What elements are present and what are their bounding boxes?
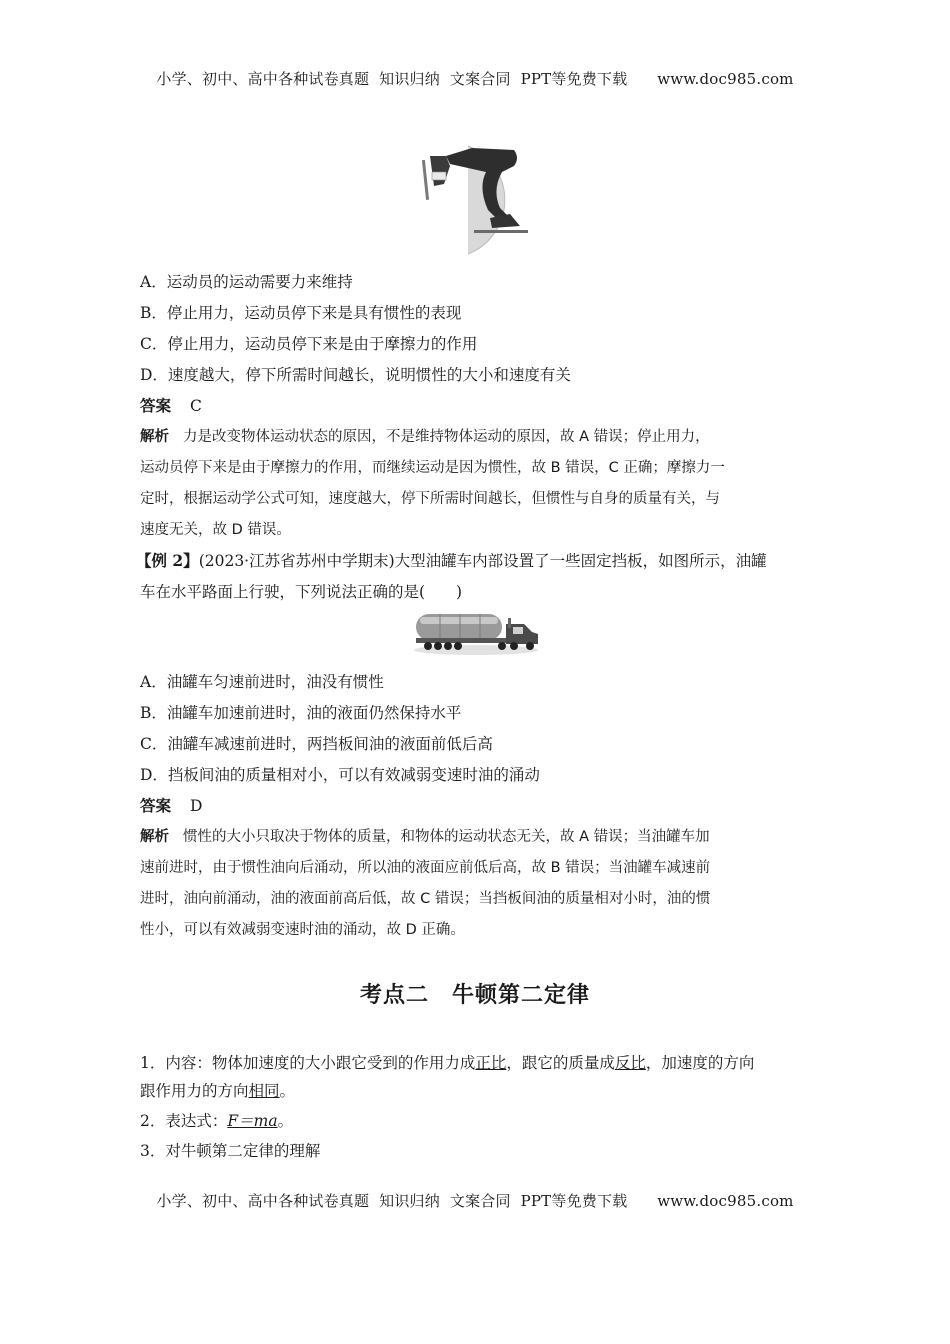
blank-answer-1: 正比 <box>475 1054 507 1072</box>
answer-value: D <box>189 797 203 815</box>
section-title: 考点二 牛顿第二定律 <box>359 982 590 1008</box>
q2-option-a: A．油罐车匀速前进时，油没有惯性 <box>140 673 384 691</box>
q1-analysis-line-1: 解析 力是改变物体运动状态的原因，不是维持物体运动的原因，故 A 错误；停止用力， <box>140 429 710 445</box>
q1-analysis-line-2: 运动员停下来是由于摩擦力的作用，而继续运动是因为惯性，故 B 错误，C 正确；摩擦力一 <box>140 460 725 476</box>
q1-analysis-line-3: 定时，根据运动学公式可知，速度越大，停下所需时间越长，但惯性与自身的质量有关，与 <box>140 491 720 507</box>
law-item-3: 3．对牛顿第二定律的理解 <box>140 1142 321 1160</box>
page-footer: 小学、初中、高中各种试卷真题 知识归纳 文案合同 PPT等免费下载 www.doc985.com <box>156 1192 794 1210</box>
q1-option-d: D．速度越大，停下所需时间越长，说明惯性的大小和速度有关 <box>140 366 571 384</box>
formula: F＝ma <box>227 1112 278 1130</box>
q1-option-c: C．停止用力，运动员停下来是由于摩擦力的作用 <box>140 335 478 353</box>
q1-option-b: B．停止用力，运动员停下来是具有惯性的表现 <box>140 304 462 322</box>
q2-analysis-line-2: 速前进时，由于惯性油向后涌动，所以油的液面应前低后高，故 B 错误；当油罐车减速前 <box>140 860 711 876</box>
speed-skater-figure <box>410 142 536 258</box>
q1-option-a: A．运动员的运动需要力来维持 <box>140 273 353 291</box>
law-item-1-line-1: 1．内容：物体加速度的大小跟它受到的作用力成正比，跟它的质量成反比，加速度的方向 <box>140 1054 755 1072</box>
law-item-2: 2．表达式：F＝ma。 <box>140 1112 294 1130</box>
q1-analysis-line-4: 速度无关，故 D 错误。 <box>140 522 291 538</box>
q2-stem-line-1: 【例 2】(2023·江苏省苏州中学期末)大型油罐车内部设置了一些固定挡板，如图所示，油罐 <box>136 551 767 570</box>
analysis-label: 解析 <box>140 429 169 445</box>
law-item-1-line-2: 跟作用力的方向相同。 <box>140 1082 296 1100</box>
q2-analysis-line-4: 性小，可以有效减弱变速时油的涌动，故 D 正确。 <box>140 922 465 938</box>
q2-option-d: D．挡板间油的质量相对小，可以有效减弱变速时油的涌动 <box>140 766 540 784</box>
q2-option-c: C．油罐车减速前进时，两挡板间油的液面前低后高 <box>140 735 493 753</box>
answer-label: 答案 <box>140 396 172 415</box>
example-tag: 【例 2】 <box>136 551 199 570</box>
q2-analysis-line-3: 进时，油向前涌动，油的液面前高后低，故 C 错误；当挡板间油的质量相对小时，油的惯 <box>140 891 711 907</box>
answer-label: 答案 <box>140 796 172 815</box>
blank-answer-2: 反比 <box>614 1054 646 1072</box>
q2-analysis-line-1: 解析 惯性的大小只取决于物体的质量，和物体的运动状态无关，故 A 错误；当油罐车加 <box>140 829 710 845</box>
q1-answer <box>140 396 812 416</box>
blank-answer-3: 相同 <box>248 1082 280 1100</box>
q2-stem-line-2: 车在水平路面上行驶，下列说法正确的是( ) <box>140 583 463 601</box>
answer-value: C <box>189 397 202 415</box>
tanker-truck-figure <box>410 606 542 658</box>
page-header: 小学、初中、高中各种试卷真题 知识归纳 文案合同 PPT等免费下载 www.doc985.com <box>156 70 794 88</box>
analysis-label: 解析 <box>140 829 169 845</box>
q2-answer <box>140 796 812 816</box>
q2-option-b: B．油罐车加速前进时，油的液面仍然保持水平 <box>140 704 462 722</box>
